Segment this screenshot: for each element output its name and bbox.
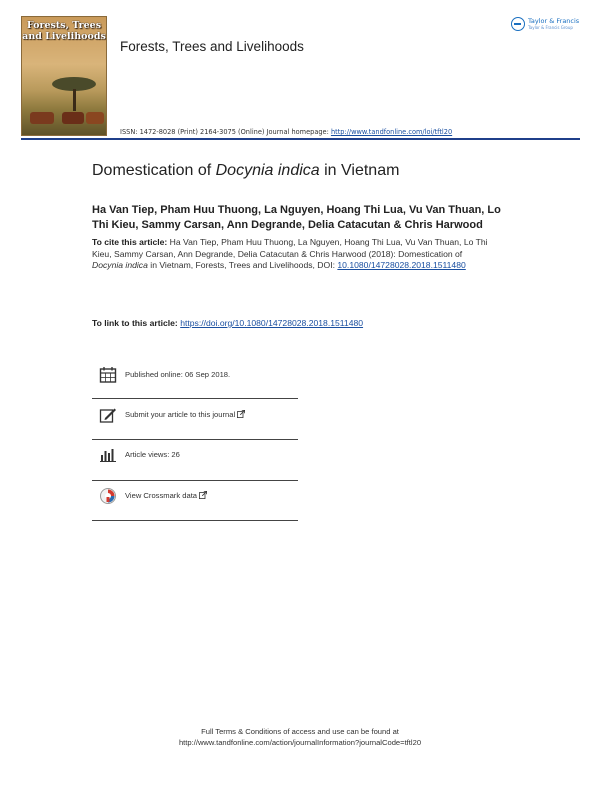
article-doi-link[interactable]: https://doi.org/10.1080/14728028.2018.1511480 — [180, 318, 364, 328]
article-title-species: Docynia indica — [215, 162, 320, 179]
crossmark-row[interactable] — [99, 487, 297, 505]
article-title: Domestication of Docynia indica in Vietnam — [92, 162, 400, 179]
cover-tree-trunk — [73, 89, 76, 111]
journal-cover-image — [21, 16, 107, 136]
external-link-icon — [237, 410, 245, 418]
footer-terms-url[interactable]: http://www.tandfonline.com/action/journalInformation?journalCode=tftl20 — [178, 738, 422, 747]
calendar-icon — [99, 366, 117, 384]
issn-text: ISSN: 1472-8028 (Print) 2164-3075 (Online) Journal homepage: — [120, 128, 331, 136]
row-divider — [92, 398, 298, 399]
external-link-icon — [199, 491, 207, 499]
link-label: To link to this article: — [92, 318, 181, 328]
footer-terms — [0, 726, 600, 748]
row-divider — [92, 480, 298, 481]
citation-doi-link[interactable]: 10.1080/14728028.2018.1511480 — [337, 260, 466, 271]
published-online-row — [99, 366, 297, 384]
crossmark-icon — [99, 487, 117, 505]
publisher-logo-icon — [511, 17, 525, 31]
publisher-logo[interactable] — [511, 16, 581, 34]
journal-name: Forests, Trees and Livelihoods — [120, 39, 304, 54]
crossmark-text[interactable]: View Crossmark data — [125, 491, 207, 500]
publisher-logo-tagline: Taylor & Francis Group — [528, 25, 573, 30]
article-views-text: Article views: 26 — [125, 450, 180, 459]
article-link-line — [92, 318, 363, 328]
submit-article-row[interactable] — [99, 406, 297, 424]
journal-homepage-link[interactable]: http://www.tandfonline.com/loi/tftl20 — [330, 128, 453, 136]
row-divider — [92, 520, 298, 521]
cover-cattle — [86, 112, 104, 124]
citation-block: To cite this article: Ha Van Tiep, Pham Huu Thuong, La Nguyen, Hoang Thi Lua, Vu Van Thuan, Lo Thi Kieu, Sammy Carsan, Ann Degrande, Delia Catacutan & Chris Harwood (2018): Domestication of Docynia indica in Vietnam, Forests, Trees and Livelihoods, DOI: 10.1080/14728028.2018.1511480 — [92, 237, 488, 271]
cover-title: Forests, Trees and Livelihoods — [22, 20, 106, 42]
published-online-text: Published online: 06 Sep 2018. — [125, 370, 231, 379]
article-views-row[interactable] — [99, 446, 297, 464]
cover-cattle — [30, 112, 54, 124]
citation-label: To cite this article: — [92, 237, 168, 247]
article-authors: Ha Van Tiep, Pham Huu Thuong, La Nguyen, Hoang Thi Lua, Vu Van Thuan, Lo Thi Kieu, Sammy Carsan, Ann Degrande, Delia Catacutan & Chris Harwood — [92, 204, 501, 231]
bar-chart-icon — [99, 446, 117, 464]
issn-line — [120, 128, 452, 136]
submit-article-text[interactable]: Submit your article to this journal — [125, 410, 245, 419]
cover-cattle — [62, 112, 84, 124]
footer-terms-line: Full Terms & Conditions of access and use can be found at — [201, 727, 399, 736]
publisher-logo-name: Taylor & Francis — [528, 17, 580, 25]
edit-icon — [99, 406, 117, 424]
row-divider — [92, 439, 298, 440]
header-divider — [21, 138, 580, 140]
